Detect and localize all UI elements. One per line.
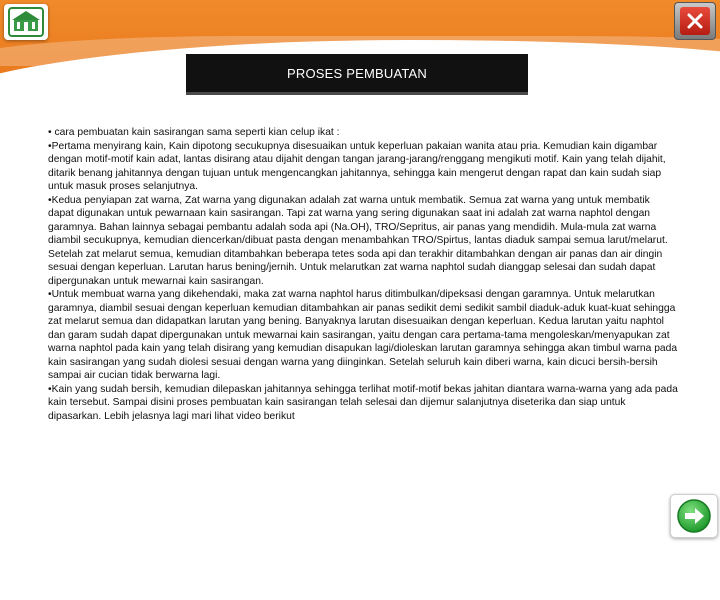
school-logo[interactable] [4, 4, 48, 40]
close-icon [685, 11, 705, 31]
paragraph-intro: • cara pembuatan kain sasirangan sama seperti kian celup ikat : [48, 127, 340, 138]
content-body [48, 126, 678, 423]
title-underline [186, 92, 528, 95]
paragraph-zat-warna: •Kedua penyiapan zat warna, Zat warna yang digunakan adalah zat warna untuk membatik. Semua zat warna yang untuk membatik dapat digunakan untuk pewarnaan kain sasirangan. Tapi zat warna yang sering digunakan saat ini adalah zat warna naphtol dengan garamnya. Bahan lainnya sebagai pembantu adalah soda api (Na.OH), TRO/Sepritus, air panas yang mendidih. Mula-mula zat warna diambil secukupnya, kemudian diencerkan/dibuat pasta dengan menambahkan TRO/Spirtus, lantas diaduk sampai semua larut/melarut. Setelah zat melarut semua, kemudian ditambahkan beberapa tetes soda api dan terakhir ditambahkan dengan air panas dan air dingin sesuai dengan keperluan. Larutan harus bening/jernih. Untuk melarutkan zat warna naphtol sudah dianggap selesai dan sudah dapat dipergunakan untuk mewarnai kain sasirangan. [48, 194, 668, 287]
school-logo-icon [8, 7, 44, 37]
paragraph-selesai: •Kain yang sudah bersih, kemudian dilepaskan jahitannya sehingga terlihat motif-motif bekas jahitan diantara warna-warna yang ada pada kain tersebut. Sampai disini proses pembuatan kain sasirangan telah selesai dan dijemur salanjutnya diseterika dan siap untuk dipasarkan. Lebih jelasnya lagi mari lihat video berikut [48, 383, 678, 422]
close-button[interactable] [674, 2, 716, 40]
paragraph-membuat-warna: •Untuk membuat warna yang dikehendaki, maka zat warna naphtol harus ditimbulkan/dipeksasi dengan garamnya. Untuk melarutkan garamnya, diambil sesuai dengan keperluan kemudian ditambahkan air panas sedikit demi sedikit sambil diaduk-aduk kuat-kuat sehingga zat melarut semua dan didapatkan larutan yang bening. Banyaknya larutan disesuaikan dengan keperluan. Kedua larutan yaitu naphtol dan garam sudah dapat dipergunakan untuk mewarnai kain sasirangan, yaitu dengan cara pertama-tama mengoleskan/menyapukan zat warna naphtol pada kain yang telah disirang yang kemudian disapukan lagi/dioleskan larutan garamnya sehingga akan timbul warna pada kain sasirangan yang sudah diolesi sesuai dengan warna yang diinginkan. Setelah seluruh kain diberi warna, kain dicuci bersih-bersih sampai air cucian tidak berwarna lagi. [48, 289, 678, 381]
paragraph-menyirang: •Pertama menyirang kain, Kain dipotong secukupnya disesuaikan untuk keperluan pakaian wanita atau pria. Kemudian kain digambar dengan motif-motif kain adat, lantas disirang atau dijahit dengan tangan jarang-jarang/renggang mengikuti motif. Kain yang telah dijahit, ditarik benang jahitannya dengan tujuan untuk mengencangkan jahitannya, sehingga kain mengerut dengan rapat dan kain sudah siap untuk masuk proses selanjutnya. [48, 140, 666, 192]
next-button[interactable] [670, 494, 718, 538]
next-arrow-icon [676, 498, 712, 534]
page-title: PROSES PEMBUATAN [186, 54, 528, 92]
close-button-face [680, 7, 710, 35]
